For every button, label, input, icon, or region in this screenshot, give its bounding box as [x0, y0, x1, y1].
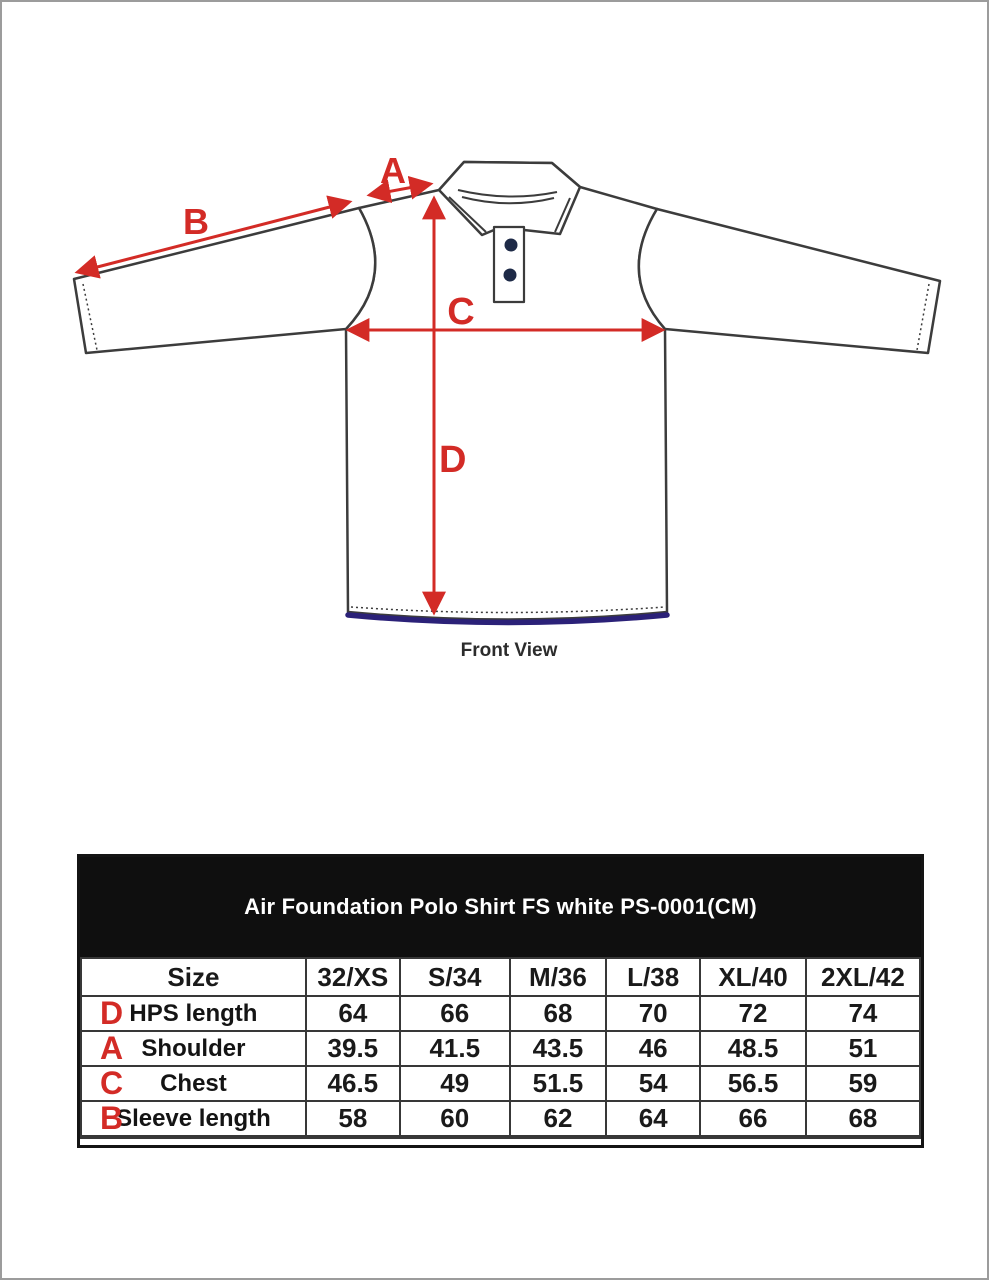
measure-name: HPS length: [129, 999, 258, 1027]
value-cell: 48.5: [700, 1031, 806, 1066]
table-row-chest: [81, 1066, 920, 1101]
measure-name: Chest: [160, 1069, 227, 1097]
measure-label-cell: [81, 1066, 306, 1101]
table-row-hps-length: [81, 996, 920, 1031]
measure-letter: D: [100, 996, 124, 1031]
polo-shirt-diagram: [2, 2, 989, 702]
label-a: A: [380, 150, 406, 191]
col-header-2xl42: 2XL/42: [806, 958, 920, 996]
value-cell: 49: [400, 1066, 510, 1101]
value-cell: 46.5: [306, 1066, 400, 1101]
value-cell: 74: [806, 996, 920, 1031]
right-sleeve: [639, 209, 940, 353]
value-cell: 51.5: [510, 1066, 606, 1101]
measure-name: Sleeve length: [116, 1104, 271, 1132]
value-cell: 70: [606, 996, 700, 1031]
col-header-m36: M/36: [510, 958, 606, 996]
value-cell: 56.5: [700, 1066, 806, 1101]
left-sleeve: [74, 208, 375, 353]
value-cell: 62: [510, 1101, 606, 1136]
label-b: B: [183, 201, 209, 242]
value-cell: 43.5: [510, 1031, 606, 1066]
col-header-xl40: XL/40: [700, 958, 806, 996]
value-cell: 72: [700, 996, 806, 1031]
measure-name: Shoulder: [141, 1034, 246, 1062]
measure-label-cell: [81, 1031, 306, 1066]
value-cell: 51: [806, 1031, 920, 1066]
size-chart-table: [80, 957, 921, 1137]
value-cell: 68: [510, 996, 606, 1031]
size-chart-title: Air Foundation Polo Shirt FS white PS-0001(CM): [80, 857, 921, 957]
table-row-sleeve-length: [81, 1101, 920, 1136]
value-cell: 60: [400, 1101, 510, 1136]
col-header-32xs: 32/XS: [306, 958, 400, 996]
measure-letter: B: [100, 1101, 124, 1136]
value-cell: 64: [306, 996, 400, 1031]
value-cell: 59: [806, 1066, 920, 1101]
value-cell: 39.5: [306, 1031, 400, 1066]
value-cell: 66: [700, 1101, 806, 1136]
table-footer-strip: [80, 1137, 921, 1145]
front-view-caption: Front View: [460, 640, 558, 661]
button-top: [505, 239, 518, 252]
value-cell: 64: [606, 1101, 700, 1136]
header-row: [81, 958, 920, 996]
size-chart: [77, 854, 924, 1148]
value-cell: 58: [306, 1101, 400, 1136]
measure-label-cell: [81, 996, 306, 1031]
measure-letter: A: [100, 1031, 124, 1066]
value-cell: 66: [400, 996, 510, 1031]
value-cell: 54: [606, 1066, 700, 1101]
measure-letter: C: [100, 1066, 124, 1101]
table-row-shoulder: [81, 1031, 920, 1066]
measure-label-cell: [81, 1101, 306, 1136]
value-cell: 68: [806, 1101, 920, 1136]
col-header-s34: S/34: [400, 958, 510, 996]
button-bottom: [504, 269, 517, 282]
col-header-size: Size: [81, 958, 306, 996]
button-placket: [494, 227, 524, 302]
value-cell: 41.5: [400, 1031, 510, 1066]
label-c: C: [447, 291, 475, 333]
col-header-l38: L/38: [606, 958, 700, 996]
value-cell: 46: [606, 1031, 700, 1066]
label-d: D: [439, 439, 467, 481]
